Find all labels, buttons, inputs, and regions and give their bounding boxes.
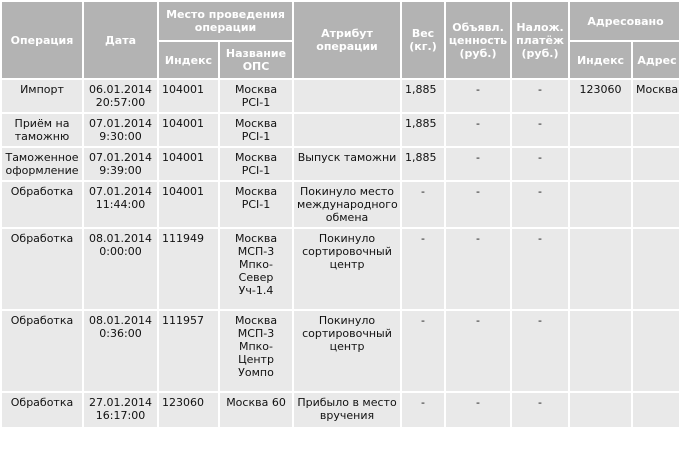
cell-ops: Москва МСП-3 Мпко-Центр Уомпо <box>220 311 292 391</box>
cell-ops: Москва МСП-3 Мпко-Север Уч-1.4 <box>220 229 292 309</box>
cell-weight: - <box>402 393 444 427</box>
header-declared-value: Объявл. ценность (руб.) <box>446 2 510 78</box>
time-text: 9:30:00 <box>99 130 142 143</box>
cell-declared-value: - <box>446 148 510 180</box>
cell-operation: Обработка <box>2 182 82 227</box>
cell-weight: 1,885 <box>402 148 444 180</box>
cell-ops: Москва PCI-1 <box>220 80 292 112</box>
cell-weight: 1,885 <box>402 114 444 146</box>
header-addressed: Адресовано <box>570 2 679 40</box>
cell-operation: Приём на таможню <box>2 114 82 146</box>
cell-operation: Обработка <box>2 311 82 391</box>
cell-addr-index <box>570 182 631 227</box>
cell-weight: - <box>402 311 444 391</box>
cell-attribute: Выпуск таможни <box>294 148 400 180</box>
cell-date <box>84 182 157 227</box>
header-cod: Налож. платёж (руб.) <box>512 2 568 78</box>
cell-addr-address <box>633 182 679 227</box>
cell-index: 123060 <box>159 393 218 427</box>
cell-addr-address <box>633 311 679 391</box>
time-text: 16:17:00 <box>95 409 146 422</box>
cell-addr-index <box>570 148 631 180</box>
cell-cod: - <box>512 311 568 391</box>
date-text: 07.01.2014 <box>89 185 152 198</box>
table-row <box>2 311 679 391</box>
cell-attribute: Покинуло место международного обмена <box>294 182 400 227</box>
table-row <box>2 393 679 427</box>
cell-cod: - <box>512 393 568 427</box>
time-text: 11:44:00 <box>95 198 146 211</box>
date-text: 06.01.2014 <box>89 83 152 96</box>
cell-index: 104001 <box>159 148 218 180</box>
cell-cod: - <box>512 114 568 146</box>
cell-operation: Таможенное оформление <box>2 148 82 180</box>
cell-declared-value: - <box>446 393 510 427</box>
cell-cod: - <box>512 229 568 309</box>
cell-addr-address <box>633 229 679 309</box>
cell-ops: Москва PCI-1 <box>220 148 292 180</box>
date-text: 07.01.2014 <box>89 151 152 164</box>
cell-addr-address <box>633 114 679 146</box>
cell-addr-address <box>633 393 679 427</box>
cell-index: 111957 <box>159 311 218 391</box>
cell-index: 104001 <box>159 114 218 146</box>
cell-ops: Москва 60 <box>220 393 292 427</box>
header-operation: Операция <box>2 2 82 78</box>
date-text: 27.01.2014 <box>89 396 152 409</box>
cell-declared-value: - <box>446 80 510 112</box>
cell-attribute <box>294 114 400 146</box>
cell-operation: Обработка <box>2 393 82 427</box>
header-date: Дата <box>84 2 157 78</box>
cell-date <box>84 393 157 427</box>
cell-weight: - <box>402 182 444 227</box>
header-addr-address: Адрес <box>633 42 679 78</box>
cell-addr-index <box>570 229 631 309</box>
cell-date <box>84 311 157 391</box>
cell-index: 104001 <box>159 80 218 112</box>
cell-index: 111949 <box>159 229 218 309</box>
time-text: 0:00:00 <box>99 245 142 258</box>
cell-attribute: Прибыло в место вручения <box>294 393 400 427</box>
table-row <box>2 80 679 112</box>
cell-declared-value: - <box>446 182 510 227</box>
date-text: 08.01.2014 <box>89 232 152 245</box>
date-text: 08.01.2014 <box>89 314 152 327</box>
cell-ops: Москва PCI-1 <box>220 182 292 227</box>
header-weight: Вес (кг.) <box>402 2 444 78</box>
date-text: 07.01.2014 <box>89 117 152 130</box>
time-text: 0:36:00 <box>99 327 142 340</box>
cell-operation: Импорт <box>2 80 82 112</box>
table-row <box>2 148 679 180</box>
cell-addr-address: Москва <box>633 80 679 112</box>
cell-addr-index <box>570 393 631 427</box>
cell-date <box>84 148 157 180</box>
time-text: 20:57:00 <box>95 96 146 109</box>
header-ops-name: Название ОПС <box>220 42 292 78</box>
header-addr-index: Индекс <box>570 42 631 78</box>
cell-date <box>84 229 157 309</box>
header-attribute: Атрибут операции <box>294 2 400 78</box>
cell-addr-address <box>633 148 679 180</box>
header-index: Индекс <box>159 42 218 78</box>
cell-cod: - <box>512 80 568 112</box>
cell-addr-index <box>570 311 631 391</box>
cell-ops: Москва PCI-1 <box>220 114 292 146</box>
cell-weight: - <box>402 229 444 309</box>
cell-declared-value: - <box>446 114 510 146</box>
table-row <box>2 114 679 146</box>
cell-attribute <box>294 80 400 112</box>
cell-date <box>84 80 157 112</box>
time-text: 9:39:00 <box>99 164 142 177</box>
cell-addr-index <box>570 114 631 146</box>
cell-attribute: Покинуло сортировочный центр <box>294 311 400 391</box>
cell-attribute: Покинуло сортировочный центр <box>294 229 400 309</box>
table-row <box>2 182 679 227</box>
cell-cod: - <box>512 182 568 227</box>
cell-addr-index: 123060 <box>570 80 631 112</box>
cell-operation: Обработка <box>2 229 82 309</box>
cell-declared-value: - <box>446 229 510 309</box>
cell-index: 104001 <box>159 182 218 227</box>
cell-cod: - <box>512 148 568 180</box>
cell-date <box>84 114 157 146</box>
header-place: Место проведения операции <box>159 2 292 40</box>
cell-declared-value: - <box>446 311 510 391</box>
cell-weight: 1,885 <box>402 80 444 112</box>
table-row <box>2 229 679 309</box>
